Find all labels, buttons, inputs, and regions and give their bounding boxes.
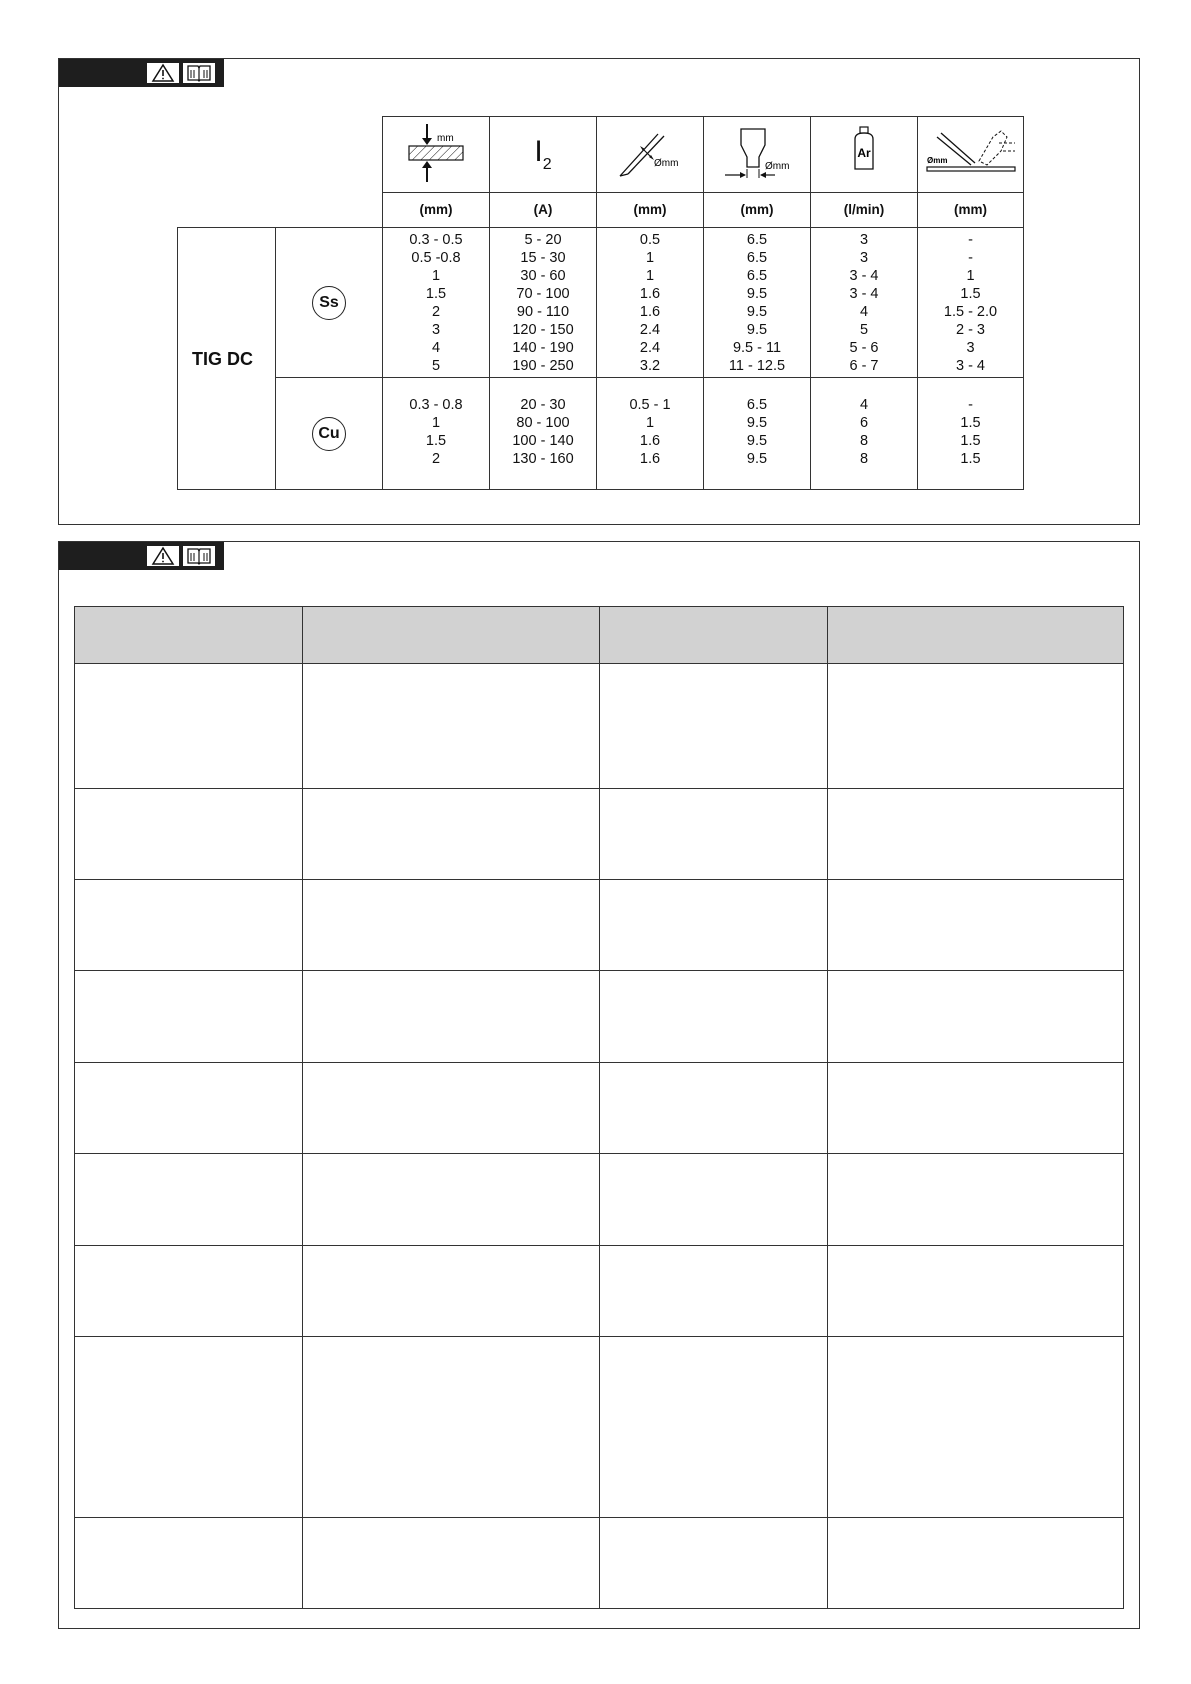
value-line: 1.5 <box>960 415 981 431</box>
warning-icon <box>146 545 180 567</box>
value-line: 9.5 <box>746 433 768 449</box>
value-line: 1.5 <box>960 286 981 302</box>
svg-text:Ømm: Ømm <box>654 158 679 169</box>
material-ss <box>276 228 383 378</box>
header-nozzle-diameter <box>704 117 811 193</box>
value-line: 3 - 4 <box>955 358 985 374</box>
value-line: 3 <box>859 232 869 248</box>
value-line: 1 <box>431 415 441 431</box>
value-line: 70 - 100 <box>516 286 570 302</box>
section-1-header-tab <box>59 59 224 87</box>
table-cell <box>75 971 303 1063</box>
value-line: 1.5 <box>425 433 447 449</box>
current-subscript: 2 <box>542 156 552 173</box>
table-cell <box>75 1154 303 1246</box>
value-line: 4 <box>859 304 869 320</box>
value-line: 4 <box>431 340 441 356</box>
value-line: 9.5 <box>746 451 768 467</box>
value-line: 5 <box>859 322 869 338</box>
table-cell <box>75 789 303 880</box>
empty-corner <box>178 117 383 193</box>
value-line: 5 - 20 <box>524 232 562 248</box>
stainless-steel-symbol: Ss <box>312 286 346 320</box>
value-line: 11 - 12.5 <box>728 358 786 374</box>
value-line: 9.5 <box>746 286 768 302</box>
header-gas-flow <box>811 117 918 193</box>
value-line: 1.6 <box>639 451 661 467</box>
table-cell <box>828 1063 1124 1154</box>
value-line: 3 <box>859 250 869 266</box>
value-line: 3 <box>431 322 441 338</box>
table-cell <box>828 789 1124 880</box>
troubleshooting-table <box>74 606 1124 1609</box>
material-cu <box>276 378 383 490</box>
value-line: - <box>968 397 973 413</box>
manual-book-icon <box>182 62 216 84</box>
table-cell <box>600 1246 828 1337</box>
header-electrode-diameter <box>597 117 704 193</box>
cu-col-5 <box>918 378 1024 490</box>
value-line: 1 <box>645 415 655 431</box>
cu-col-1 <box>490 378 597 490</box>
value-line: 15 - 30 <box>520 250 566 266</box>
cu-col-3 <box>704 378 811 490</box>
table-cell <box>75 664 303 789</box>
value-line: 80 - 100 <box>516 415 570 431</box>
svg-text:mm: mm <box>437 133 454 144</box>
nozzle-icon <box>721 123 793 181</box>
svg-text:Ømm: Ømm <box>926 156 947 165</box>
table-cell <box>303 880 600 971</box>
value-line: 6 - 7 <box>849 358 879 374</box>
value-line: 1 <box>431 268 441 284</box>
table-cell <box>303 1518 600 1609</box>
value-line: 130 - 160 <box>512 451 574 467</box>
header-material-thickness <box>383 117 490 193</box>
value-line: 90 - 110 <box>516 304 570 320</box>
table-cell <box>303 1246 600 1337</box>
value-line: 100 - 140 <box>512 433 574 449</box>
value-line: - <box>968 232 973 248</box>
copper-symbol: Cu <box>312 417 346 451</box>
table-cell <box>75 1063 303 1154</box>
table-cell <box>75 880 303 971</box>
unit-cell: (A) <box>490 193 597 228</box>
value-line: 3 - 4 <box>849 286 879 302</box>
value-line: 3 - 4 <box>849 268 879 284</box>
value-line: 0.3 - 0.8 <box>409 397 463 413</box>
value-line: 6.5 <box>746 397 768 413</box>
table-cell <box>600 664 828 789</box>
unit-cell: (mm) <box>918 193 1024 228</box>
cu-col-2 <box>597 378 704 490</box>
header-welding-current <box>490 117 597 193</box>
cu-col-4 <box>811 378 918 490</box>
value-line: 30 - 60 <box>520 268 566 284</box>
empty-corner-2 <box>178 193 383 228</box>
electrode-icon <box>614 124 686 180</box>
argon-cylinder-icon <box>844 123 884 181</box>
value-line: 9.5 <box>746 322 768 338</box>
manual-book-icon <box>182 545 216 567</box>
value-line: 8 <box>859 433 869 449</box>
ss-col-2 <box>597 228 704 378</box>
header-cell-2 <box>303 607 600 664</box>
table-cell <box>828 971 1124 1063</box>
ss-col-4 <box>811 228 918 378</box>
svg-text:Ømm: Ømm <box>765 161 790 172</box>
value-line: 20 - 30 <box>520 397 566 413</box>
value-line: 5 <box>431 358 441 374</box>
value-line: 1 <box>966 268 975 284</box>
ss-col-0 <box>383 228 490 378</box>
value-line: 5 - 6 <box>849 340 879 356</box>
table-cell <box>600 880 828 971</box>
value-line: 3 <box>966 340 975 356</box>
header-cell-1 <box>75 607 303 664</box>
value-line: 1.5 <box>425 286 447 302</box>
value-line: 1.6 <box>639 304 661 320</box>
ss-col-1 <box>490 228 597 378</box>
value-line: 9.5 <box>746 304 768 320</box>
value-line: 6.5 <box>746 268 768 284</box>
table-cell <box>600 789 828 880</box>
table-cell <box>303 1154 600 1246</box>
table-cell <box>600 971 828 1063</box>
value-line: 2 - 3 <box>955 322 985 338</box>
table-cell <box>828 1154 1124 1246</box>
table-cell <box>303 971 600 1063</box>
cu-col-0 <box>383 378 490 490</box>
value-line: 2 <box>431 451 441 467</box>
ss-col-3 <box>704 228 811 378</box>
process-label: TIG DC <box>178 228 276 490</box>
value-line: 3.2 <box>639 358 661 374</box>
table-cell <box>303 1337 600 1518</box>
table-cell <box>828 664 1124 789</box>
value-line: 0.5 -0.8 <box>411 250 461 266</box>
value-line: 190 - 250 <box>512 358 574 374</box>
warning-icon <box>146 62 180 84</box>
table-cell <box>75 1337 303 1518</box>
value-line: 2.4 <box>639 340 661 356</box>
value-line: 0.5 - 1 <box>629 397 671 413</box>
section-1-frame <box>58 58 1140 525</box>
section-2-frame <box>58 541 1140 1629</box>
value-line: 9.5 - 11 <box>732 340 782 356</box>
value-line: 6 <box>859 415 869 431</box>
value-line: 4 <box>859 397 869 413</box>
value-line: 0.3 - 0.5 <box>409 232 463 248</box>
unit-cell: (l/min) <box>811 193 918 228</box>
filler-rod-icon <box>923 123 1019 181</box>
table-cell <box>828 1337 1124 1518</box>
value-line: 1.5 - 2.0 <box>943 304 998 320</box>
table-cell <box>303 1063 600 1154</box>
table-cell <box>303 789 600 880</box>
value-line: 140 - 190 <box>512 340 574 356</box>
unit-cell: (mm) <box>704 193 811 228</box>
value-line: 120 - 150 <box>512 322 574 338</box>
value-line: 1 <box>645 250 655 266</box>
value-line: 2.4 <box>639 322 661 338</box>
value-line: 1.6 <box>639 433 661 449</box>
table-cell <box>828 1518 1124 1609</box>
header-filler-rod <box>918 117 1024 193</box>
table-cell <box>600 1337 828 1518</box>
value-line: 2 <box>431 304 441 320</box>
table-cell <box>600 1154 828 1246</box>
material-thickness-icon <box>401 120 471 184</box>
value-line: 0.5 <box>639 232 661 248</box>
current-symbol: I <box>534 135 543 168</box>
table-cell <box>303 664 600 789</box>
table-cell <box>75 1518 303 1609</box>
value-line: 1.6 <box>639 286 661 302</box>
value-line: 6.5 <box>746 250 768 266</box>
value-line: 8 <box>859 451 869 467</box>
unit-cell: (mm) <box>597 193 704 228</box>
value-line: 1 <box>645 268 655 284</box>
value-line: 9.5 <box>746 415 768 431</box>
value-line: 1.5 <box>960 451 981 467</box>
header-cell-4 <box>828 607 1124 664</box>
section-2-header-tab <box>59 542 224 570</box>
header-cell-3 <box>600 607 828 664</box>
ss-col-5 <box>918 228 1024 378</box>
table-cell <box>600 1518 828 1609</box>
svg-text:Ar: Ar <box>857 146 871 160</box>
table-cell <box>600 1063 828 1154</box>
tig-parameters-table <box>177 116 1024 490</box>
value-line: - <box>968 250 973 266</box>
table-cell <box>75 1246 303 1337</box>
value-line: 6.5 <box>746 232 768 248</box>
value-line: 1.5 <box>960 433 981 449</box>
table-cell <box>828 1246 1124 1337</box>
unit-cell: (mm) <box>383 193 490 228</box>
table-cell <box>828 880 1124 971</box>
